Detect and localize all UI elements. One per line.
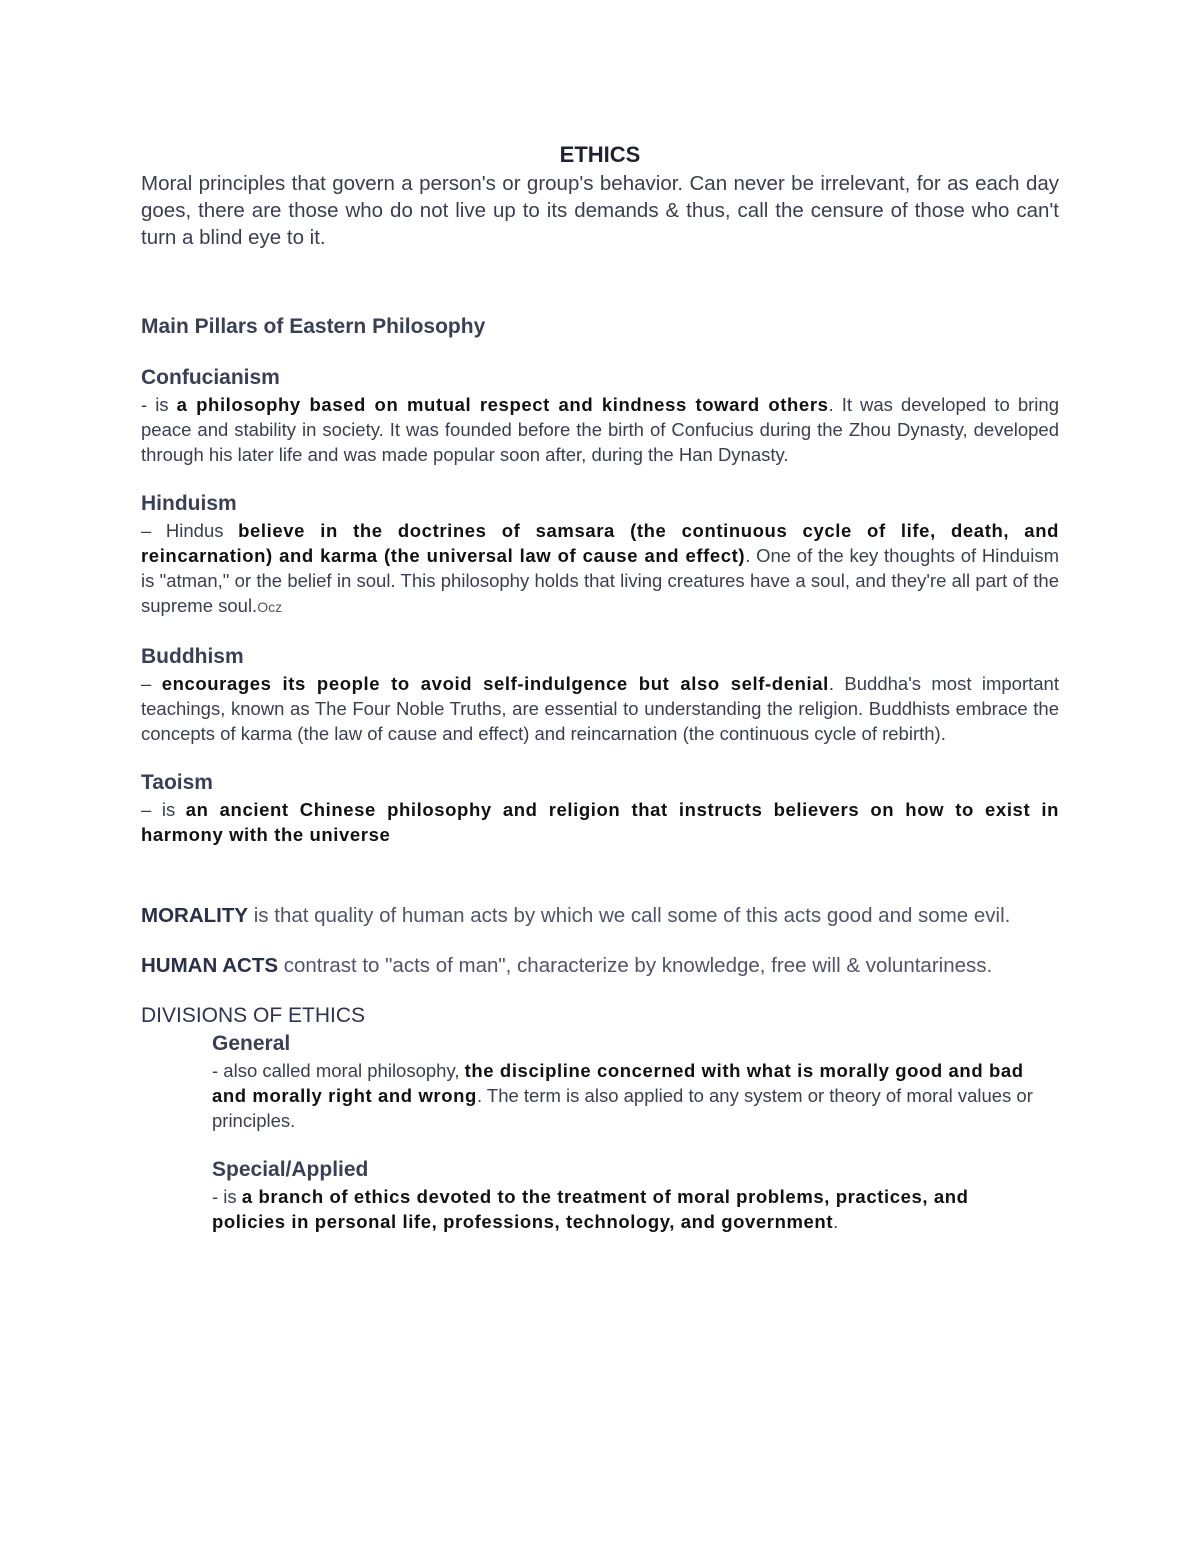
special-text: - is a branch of ethics devoted to the treatment of moral problems, practices, and policies in personal life, professions, technology, and government. [212, 1186, 969, 1232]
general-heading: General [212, 1032, 291, 1055]
human-acts-definition: HUMAN ACTS contrast to "acts of man", characterize by knowledge, free will & voluntariness. [141, 954, 993, 977]
special-division [212, 1156, 1042, 1234]
hinduism-text: – Hindus believe in the doctrines of samsara (the continuous cycle of life, death, and reincarnation) and karma (the universal law of cause and effect). One of the key thoughts of Hinduism is "atman," or the belief in soul. This philosophy holds that living creatures have a soul, and they're all part of the supreme soul.Ocz [141, 520, 1060, 616]
confucianism-heading: Confucianism [141, 366, 280, 389]
ethics-definition: Moral principles that govern a person's or group's behavior. Can never be irrelevant, for as each day goes, there are those who do not live up to its demands & thus, call the censure of those who can't turn a blind eye to it. [141, 172, 1059, 249]
confucianism-section [141, 364, 1059, 467]
general-text: - also called moral philosophy, the discipline concerned with what is morally good and bad and morally right and wrong. The term is also applied to any system or theory of moral values or principles. [212, 1060, 1033, 1131]
special-heading: Special/Applied [212, 1158, 369, 1181]
morality-definition: MORALITY is that quality of human acts by which we call some of this acts good and some evil. [141, 904, 1011, 927]
pillars-heading: Main Pillars of Eastern Philosophy [141, 315, 486, 338]
document-title: ETHICS [559, 142, 641, 167]
buddhism-section [141, 643, 1059, 746]
buddhism-heading: Buddhism [141, 645, 244, 668]
buddhism-text: – encourages its people to avoid self-indulgence but also self-denial. Buddha's most important teachings, known as The Four Noble Truths, are essential to understanding the religion. Buddhists embrace the concepts of karma (the law of cause and effect) and reincarnation (the continuous cycle of rebirth). [141, 673, 1059, 744]
stray-mark: Ocz [257, 599, 283, 615]
document-page [141, 140, 1059, 1234]
taoism-text: – is an ancient Chinese philosophy and religion that instructs believers on how to exist in harmony with the universe [141, 799, 1059, 845]
hinduism-heading: Hinduism [141, 492, 237, 515]
divisions-heading: DIVISIONS OF ETHICS [141, 1004, 366, 1027]
hinduism-section [141, 490, 1059, 620]
taoism-section [141, 769, 1059, 847]
taoism-heading: Taoism [141, 771, 213, 794]
confucianism-text: - is a philosophy based on mutual respect and kindness toward others. It was developed to bring peace and stability in society. It was founded before the birth of Confucius during the Zhou Dynasty, developed through his later life and was made popular soon after, during the Han Dynasty. [141, 394, 1059, 465]
general-division [212, 1030, 1042, 1133]
